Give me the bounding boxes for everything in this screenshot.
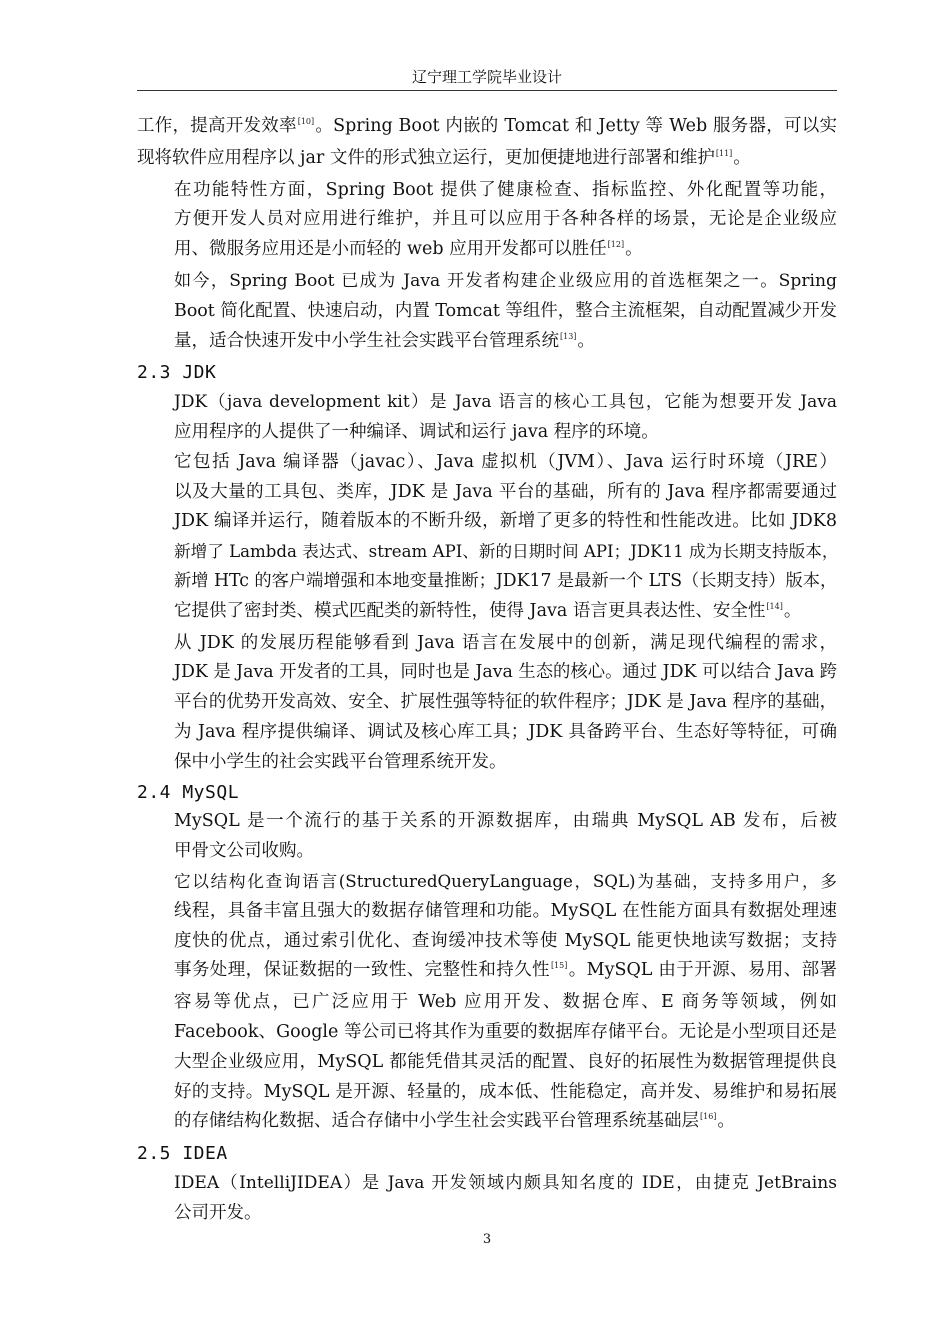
body-paragraph	[137, 388, 837, 448]
body-paragraph	[137, 629, 837, 778]
text-run: 事务处理，保证数据的一致性、完整性和持久性	[174, 960, 550, 981]
text-line	[137, 1078, 837, 1108]
text-run: 的存储结构化数据、适合存储中小学生社会实践平台管理系统基础层	[174, 1111, 699, 1132]
text-line	[137, 507, 837, 537]
text-run: 度快的优点，通过索引优化、查询缓冲技术等使 MySQL 能更快地读写数据；支持	[174, 930, 837, 951]
section-heading: 2.3 JDK	[137, 362, 217, 384]
text-line	[137, 567, 837, 597]
body-paragraph	[137, 112, 837, 176]
text-run: JDK 是 Java 开发者的工具，同时也是 Java 生态的核心。通过 JDK 可以结合 Java 跨	[174, 662, 838, 683]
header-divider	[137, 90, 837, 91]
citation-ref: [16]	[700, 1112, 717, 1122]
text-run: 线程，具备丰富且强大的数据存储管理和功能。MySQL 在性能方面具有数据处理速	[174, 900, 837, 921]
body-paragraph	[137, 867, 837, 1139]
text-line	[137, 267, 837, 297]
text-run: 。	[717, 1111, 735, 1132]
text-line	[137, 1048, 837, 1078]
text-run: 公司开发。	[174, 1202, 262, 1223]
page-number: 3	[482, 1232, 492, 1247]
citation-ref: [13]	[560, 331, 577, 341]
text-line	[137, 144, 837, 176]
text-line	[137, 927, 837, 957]
body-paragraph	[137, 448, 837, 629]
citation-ref: [14]	[766, 601, 783, 611]
body-paragraph	[137, 267, 837, 358]
text-line	[137, 988, 837, 1018]
text-run: Boot 简化配置、快速启动，内置 Tomcat 等组件，整合主流框架，自动配置减少开发	[174, 300, 837, 321]
text-line	[137, 537, 837, 567]
text-line	[137, 1169, 837, 1199]
text-run: 。	[625, 239, 643, 260]
body-paragraph	[137, 1169, 837, 1229]
body-paragraph	[137, 176, 837, 267]
text-line	[137, 176, 837, 206]
text-run: 保中小学生的社会实践平台管理系统开发。	[174, 751, 507, 772]
text-run: 。Spring Boot 内嵌的 Tomcat 和 Jetty 等 Web 服务器，可以实	[315, 116, 837, 136]
text-run: 甲骨文公司收购。	[174, 841, 314, 862]
section-heading: 2.5 IDEA	[137, 1143, 228, 1165]
text-run: 大型企业级应用，MySQL 都能凭借其灵活的配置、良好的拓展性为数据管理提供良	[174, 1051, 837, 1072]
text-run: 新增 HTc 的客户端增强和本地变量推断；JDK17 是最新一个 LTS（长期支持）版本，	[174, 570, 838, 591]
text-line	[137, 658, 837, 688]
text-line	[137, 1107, 837, 1139]
text-run: 方便开发人员对应用进行维护，并且可以应用于各种各样的场景，无论是企业级应	[174, 209, 837, 230]
text-run: 现将软件应用程序以 jar 文件的形式独立运行，更加便捷地进行部署和维护	[137, 147, 715, 168]
text-run: 。	[733, 147, 751, 168]
text-run: 它提供了密封类、模式匹配类的新特性，使得 Java 语言更具表达性、安全性	[174, 600, 766, 621]
text-run: Facebook、Google 等公司已将其作为重要的数据库存储平台。无论是小型项目还是	[174, 1021, 837, 1042]
text-run: 为 Java 程序提供编译、调试及核心库工具；JDK 具备跨平台、生态好等特征，可确	[174, 721, 837, 742]
citation-ref: [12]	[607, 240, 625, 250]
text-line	[137, 837, 837, 867]
text-line	[137, 597, 837, 629]
citation-ref: [15]	[550, 961, 568, 971]
text-line	[137, 688, 837, 718]
text-run: 用、微服务应用还是小而轻的 web 应用开发都可以胜任	[174, 239, 607, 260]
text-run: 容易等优点，已广泛应用于 Web 应用开发、数据仓库、E 商务等领域，例如	[174, 992, 837, 1013]
text-run: 新增了 Lambda 表达式、stream API、新的日期时间 API；JDK11 成为长期支持版本，	[174, 542, 839, 562]
text-run: 。	[783, 600, 802, 621]
text-run: 它以结构化查询语言(StructuredQueryLanguage，SQL)为基础，支持多用户，多	[174, 871, 837, 891]
text-line	[137, 327, 837, 359]
text-run: 工作，提高开发效率	[137, 116, 297, 136]
text-line	[137, 478, 837, 508]
text-run: IDEA（IntelliJIDEA）是 Java 开发领域内颇具知名度的 IDE，由捷克 JetBrains	[174, 1172, 837, 1193]
text-run: 好的支持。MySQL 是开源、轻量的，成本低、性能稳定，高并发、易维护和易拓展	[174, 1081, 837, 1102]
text-line	[137, 629, 837, 659]
text-line	[137, 748, 837, 778]
text-line	[137, 956, 837, 988]
page-header: 辽宁理工学院毕业设计	[411, 68, 562, 86]
text-line	[137, 112, 837, 144]
text-run: 从 JDK 的发展历程能够看到 Java 语言在发展中的创新，满足现代编程的需求，	[174, 632, 837, 653]
text-run: JDK 编译并运行，随着版本的不断升级，新增了更多的特性和性能改进。比如 JDK8	[174, 511, 837, 532]
text-line	[137, 205, 837, 235]
text-run: 如今，Spring Boot 已成为 Java 开发者构建企业级应用的首选框架之一。Spring	[174, 270, 837, 291]
text-line	[137, 1199, 837, 1229]
text-line	[137, 235, 837, 267]
text-run: 以及大量的工具包、类库，JDK 是 Java 平台的基础，所有的 Java 程序都需要通过	[174, 481, 837, 502]
section-heading: 2.4 MySQL	[137, 781, 240, 803]
text-run: 。	[577, 330, 595, 351]
text-run: 量，适合快速开发中小学生社会实践平台管理系统	[174, 330, 559, 351]
text-run: JDK（java development kit）是 Java 语言的核心工具包，它能为想要开发 Java	[174, 392, 837, 413]
text-run: 应用程序的人提供了一种编译、调试和运行 java 程序的环境。	[174, 421, 659, 442]
text-run: 在功能特性方面，Spring Boot 提供了健康检查、指标监控、外化配置等功能，	[174, 179, 837, 200]
text-line	[137, 297, 837, 327]
text-line	[137, 448, 837, 478]
citation-ref: [10]	[297, 117, 315, 126]
page-body	[137, 112, 837, 1228]
text-run: MySQL 是一个流行的基于关系的开源数据库，由瑞典 MySQL AB 发布，后被	[174, 811, 837, 832]
text-line	[137, 418, 837, 448]
text-run: 。MySQL 由于开源、易用、部署	[568, 960, 838, 981]
text-line	[137, 897, 837, 927]
text-line	[137, 867, 837, 897]
text-run: 平台的优势开发高效、安全、扩展性强等特征的软件程序；JDK 是 Java 程序的基础，	[174, 692, 837, 713]
body-paragraph	[137, 807, 837, 867]
text-line	[137, 1018, 837, 1048]
text-line	[137, 718, 837, 748]
text-line	[137, 807, 837, 837]
text-line	[137, 388, 837, 418]
citation-ref: [11]	[715, 148, 733, 158]
text-run: 它包括 Java 编译器（javac）、Java 虚拟机（JVM）、Java 运行时环境（JRE）	[174, 451, 837, 472]
